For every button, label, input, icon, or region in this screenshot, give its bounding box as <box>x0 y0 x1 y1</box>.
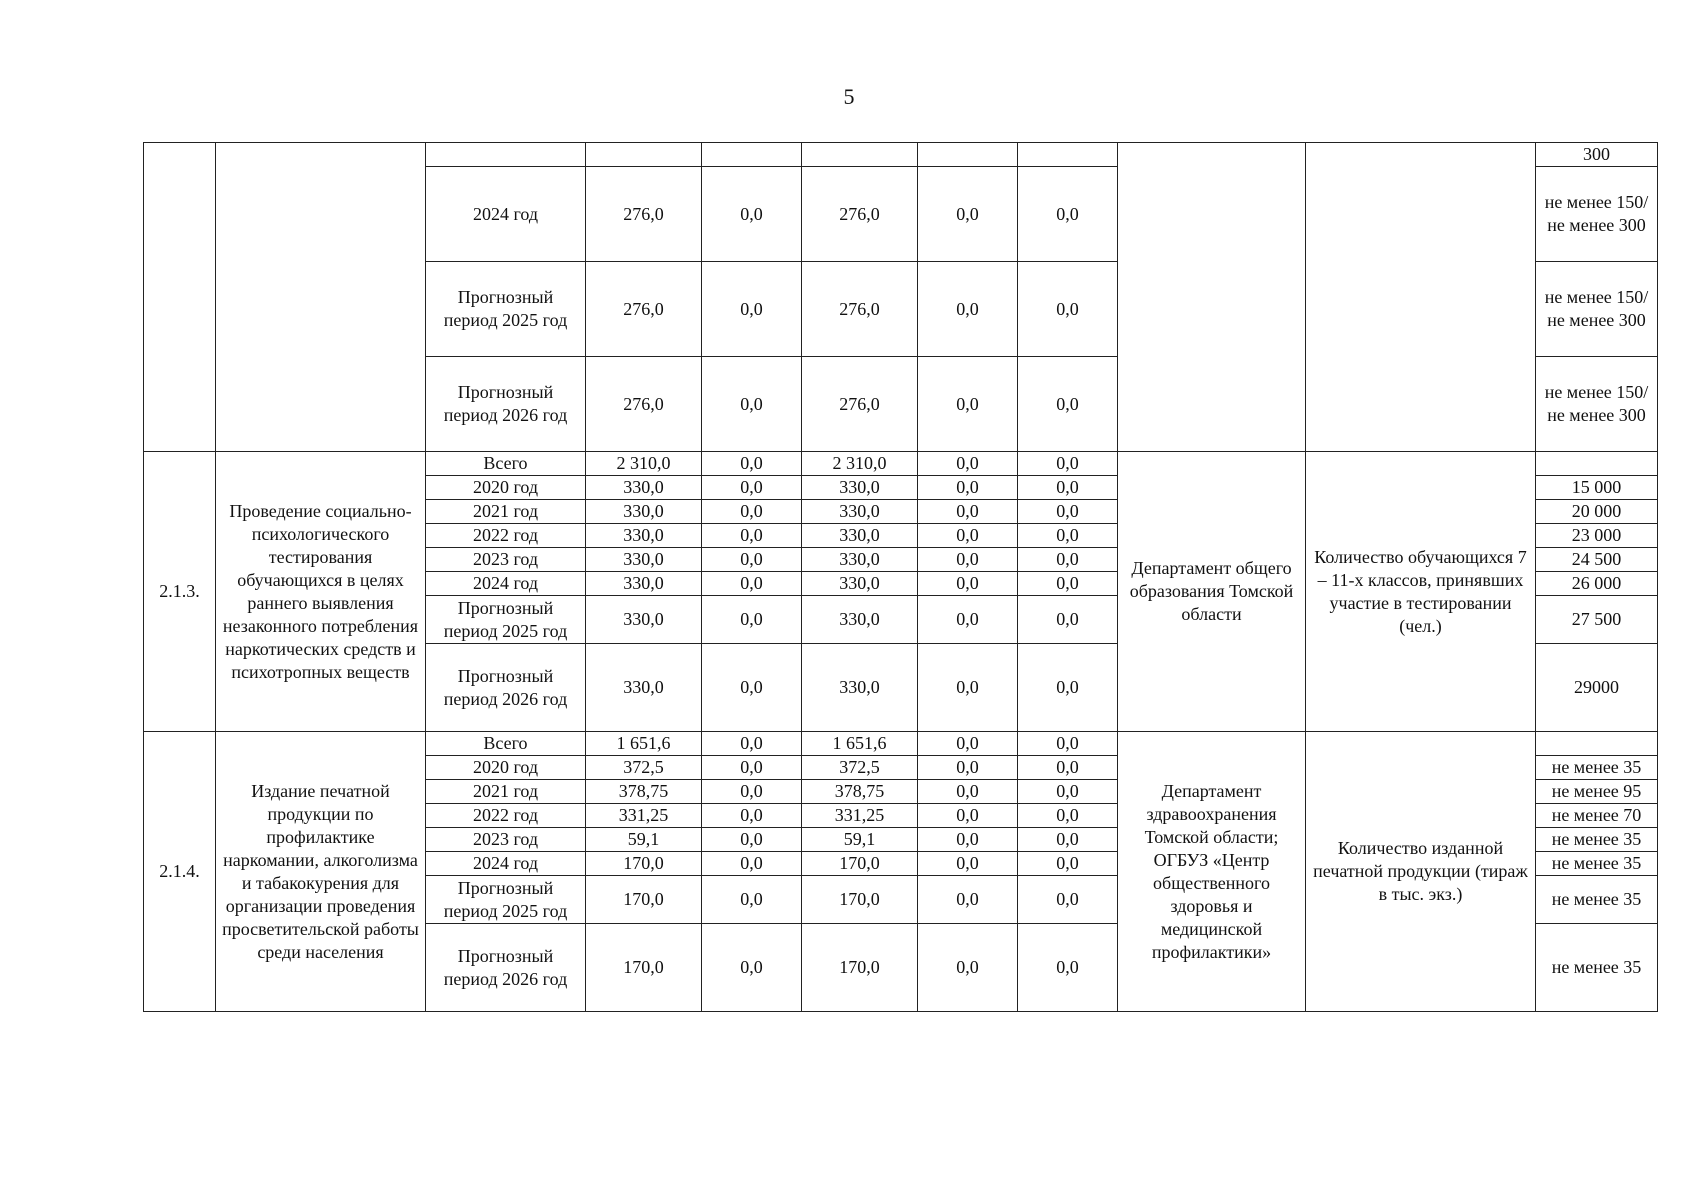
cell-target: 23 000 <box>1536 524 1658 548</box>
cell-target: 20 000 <box>1536 500 1658 524</box>
cell-period: 2024 год <box>426 572 586 596</box>
cell-total: 1 651,6 <box>586 732 702 756</box>
cell-c3: 0,0 <box>918 167 1018 262</box>
cell-c4: 0,0 <box>1018 756 1118 780</box>
cell-c4: 0,0 <box>1018 828 1118 852</box>
cell-period: Прогнозный период 2025 год <box>426 876 586 924</box>
cell-c4 <box>1018 143 1118 167</box>
cell-c2 <box>802 143 918 167</box>
cell-target: 24 500 <box>1536 548 1658 572</box>
cell-period: 2023 год <box>426 828 586 852</box>
cell-target: не менее 150/ не менее 300 <box>1536 167 1658 262</box>
cell-period: 2023 год <box>426 548 586 572</box>
cell-c4: 0,0 <box>1018 924 1118 1012</box>
cell-total: 331,25 <box>586 804 702 828</box>
cell-period: 2021 год <box>426 500 586 524</box>
cell-total: 372,5 <box>586 756 702 780</box>
cell-total: 276,0 <box>586 262 702 357</box>
cell-c1: 0,0 <box>702 924 802 1012</box>
cell-c3: 0,0 <box>918 500 1018 524</box>
cell-period: 2021 год <box>426 780 586 804</box>
cell-number: 2.1.4. <box>144 732 216 1012</box>
cell-total: 330,0 <box>586 500 702 524</box>
cell-c4: 0,0 <box>1018 596 1118 644</box>
cell-period: Прогнозный период 2026 год <box>426 357 586 452</box>
cell-indicator: Количество обучающихся 7 – 11-х классов, принявших участие в тестировании (чел.) <box>1306 452 1536 732</box>
cell-target: не менее 150/ не менее 300 <box>1536 357 1658 452</box>
cell-period: 2024 год <box>426 852 586 876</box>
cell-number: 2.1.3. <box>144 452 216 732</box>
cell-c4: 0,0 <box>1018 804 1118 828</box>
cell-c1: 0,0 <box>702 644 802 732</box>
cell-c1: 0,0 <box>702 572 802 596</box>
cell-target: 29000 <box>1536 644 1658 732</box>
cell-name: Проведение социально-психологического тестирования обучающихся в целях раннего выявления незаконного потребления наркотических средств и психотропных веществ <box>216 452 426 732</box>
cell-target: не менее 35 <box>1536 924 1658 1012</box>
cell-total: 170,0 <box>586 876 702 924</box>
page-number: 5 <box>843 84 855 109</box>
table-row <box>144 143 1658 167</box>
cell-c3: 0,0 <box>918 828 1018 852</box>
cell-c1: 0,0 <box>702 262 802 357</box>
cell-c1: 0,0 <box>702 804 802 828</box>
cell-target: 26 000 <box>1536 572 1658 596</box>
cell-c1: 0,0 <box>702 167 802 262</box>
cell-c3: 0,0 <box>918 476 1018 500</box>
cell-c4: 0,0 <box>1018 732 1118 756</box>
cell-c2: 276,0 <box>802 357 918 452</box>
cell-c4: 0,0 <box>1018 644 1118 732</box>
cell-c2: 276,0 <box>802 167 918 262</box>
cell-total: 2 310,0 <box>586 452 702 476</box>
cell-target: 27 500 <box>1536 596 1658 644</box>
cell-period: Всего <box>426 452 586 476</box>
cell-executor: Департамент здравоохранения Томской области; ОГБУЗ «Центр общественного здоровья и медицинской профилактики» <box>1118 732 1306 1012</box>
cell-c1: 0,0 <box>702 756 802 780</box>
cell-c3: 0,0 <box>918 924 1018 1012</box>
cell-total: 378,75 <box>586 780 702 804</box>
cell-c3: 0,0 <box>918 732 1018 756</box>
cell-target: не менее 35 <box>1536 756 1658 780</box>
cell-target <box>1536 732 1658 756</box>
cell-indicator: Количество изданной печатной продукции (тираж в тыс. экз.) <box>1306 732 1536 1012</box>
cell-target: не менее 35 <box>1536 876 1658 924</box>
cell-c2: 331,25 <box>802 804 918 828</box>
cell-c2: 372,5 <box>802 756 918 780</box>
cell-period: 2020 год <box>426 756 586 780</box>
cell-c3: 0,0 <box>918 644 1018 732</box>
cell-c2: 330,0 <box>802 500 918 524</box>
cell-c3: 0,0 <box>918 357 1018 452</box>
cell-c1: 0,0 <box>702 596 802 644</box>
cell-period: 2020 год <box>426 476 586 500</box>
cell-target: не менее 35 <box>1536 852 1658 876</box>
cell-period <box>426 143 586 167</box>
cell-c3: 0,0 <box>918 262 1018 357</box>
cell-c1: 0,0 <box>702 732 802 756</box>
cell-target: не менее 35 <box>1536 828 1658 852</box>
cell-total: 170,0 <box>586 852 702 876</box>
cell-number <box>144 143 216 452</box>
cell-c2: 330,0 <box>802 524 918 548</box>
cell-period: 2022 год <box>426 804 586 828</box>
cell-c3: 0,0 <box>918 452 1018 476</box>
cell-c2: 330,0 <box>802 596 918 644</box>
cell-c3 <box>918 143 1018 167</box>
cell-c2: 170,0 <box>802 876 918 924</box>
cell-target: не менее 95 <box>1536 780 1658 804</box>
cell-c3: 0,0 <box>918 756 1018 780</box>
cell-name: Издание печатной продукции по профилактике наркомании, алкоголизма и табакокурения для организации проведения просветительской работы среди населения <box>216 732 426 1012</box>
cell-c4: 0,0 <box>1018 548 1118 572</box>
cell-period: Прогнозный период 2026 год <box>426 644 586 732</box>
cell-name <box>216 143 426 452</box>
cell-c2: 330,0 <box>802 644 918 732</box>
cell-c4: 0,0 <box>1018 876 1118 924</box>
cell-total: 330,0 <box>586 644 702 732</box>
cell-total: 170,0 <box>586 924 702 1012</box>
cell-c4: 0,0 <box>1018 167 1118 262</box>
cell-total <box>586 143 702 167</box>
cell-c3: 0,0 <box>918 876 1018 924</box>
cell-c2: 330,0 <box>802 548 918 572</box>
cell-c4: 0,0 <box>1018 852 1118 876</box>
cell-c1: 0,0 <box>702 548 802 572</box>
cell-c1 <box>702 143 802 167</box>
cell-target: не менее 70 <box>1536 804 1658 828</box>
cell-c1: 0,0 <box>702 452 802 476</box>
cell-c1: 0,0 <box>702 476 802 500</box>
cell-c4: 0,0 <box>1018 357 1118 452</box>
cell-total: 330,0 <box>586 572 702 596</box>
cell-period: 2024 год <box>426 167 586 262</box>
cell-c3: 0,0 <box>918 524 1018 548</box>
cell-period: Прогнозный период 2025 год <box>426 596 586 644</box>
cell-period: Всего <box>426 732 586 756</box>
cell-c1: 0,0 <box>702 357 802 452</box>
cell-target: 300 <box>1536 143 1658 167</box>
cell-c4: 0,0 <box>1018 476 1118 500</box>
cell-total: 330,0 <box>586 548 702 572</box>
cell-c2: 378,75 <box>802 780 918 804</box>
cell-c4: 0,0 <box>1018 452 1118 476</box>
cell-c2: 330,0 <box>802 572 918 596</box>
cell-c3: 0,0 <box>918 548 1018 572</box>
table-row <box>144 452 1658 476</box>
cell-c1: 0,0 <box>702 876 802 924</box>
cell-period: Прогнозный период 2026 год <box>426 924 586 1012</box>
cell-c2: 330,0 <box>802 476 918 500</box>
cell-total: 330,0 <box>586 596 702 644</box>
cell-target: не менее 150/ не менее 300 <box>1536 262 1658 357</box>
cell-c3: 0,0 <box>918 804 1018 828</box>
cell-target <box>1536 452 1658 476</box>
cell-c3: 0,0 <box>918 572 1018 596</box>
cell-c3: 0,0 <box>918 596 1018 644</box>
cell-c1: 0,0 <box>702 500 802 524</box>
cell-c2: 276,0 <box>802 262 918 357</box>
cell-total: 330,0 <box>586 476 702 500</box>
cell-period: Прогнозный период 2025 год <box>426 262 586 357</box>
table-row <box>144 732 1658 756</box>
cell-executor: Департамент общего образования Томской области <box>1118 452 1306 732</box>
cell-c1: 0,0 <box>702 852 802 876</box>
cell-executor <box>1118 143 1306 452</box>
cell-target: 15 000 <box>1536 476 1658 500</box>
cell-c4: 0,0 <box>1018 262 1118 357</box>
cell-c4: 0,0 <box>1018 500 1118 524</box>
program-table <box>143 142 1658 1012</box>
cell-total: 330,0 <box>586 524 702 548</box>
cell-c1: 0,0 <box>702 524 802 548</box>
cell-c4: 0,0 <box>1018 524 1118 548</box>
cell-total: 276,0 <box>586 357 702 452</box>
cell-c4: 0,0 <box>1018 572 1118 596</box>
cell-c1: 0,0 <box>702 828 802 852</box>
cell-total: 59,1 <box>586 828 702 852</box>
cell-period: 2022 год <box>426 524 586 548</box>
cell-c2: 1 651,6 <box>802 732 918 756</box>
cell-total: 276,0 <box>586 167 702 262</box>
cell-c1: 0,0 <box>702 780 802 804</box>
cell-c3: 0,0 <box>918 780 1018 804</box>
cell-c4: 0,0 <box>1018 780 1118 804</box>
cell-c2: 170,0 <box>802 852 918 876</box>
cell-indicator <box>1306 143 1536 452</box>
cell-c2: 170,0 <box>802 924 918 1012</box>
cell-c2: 2 310,0 <box>802 452 918 476</box>
cell-c2: 59,1 <box>802 828 918 852</box>
cell-c3: 0,0 <box>918 852 1018 876</box>
